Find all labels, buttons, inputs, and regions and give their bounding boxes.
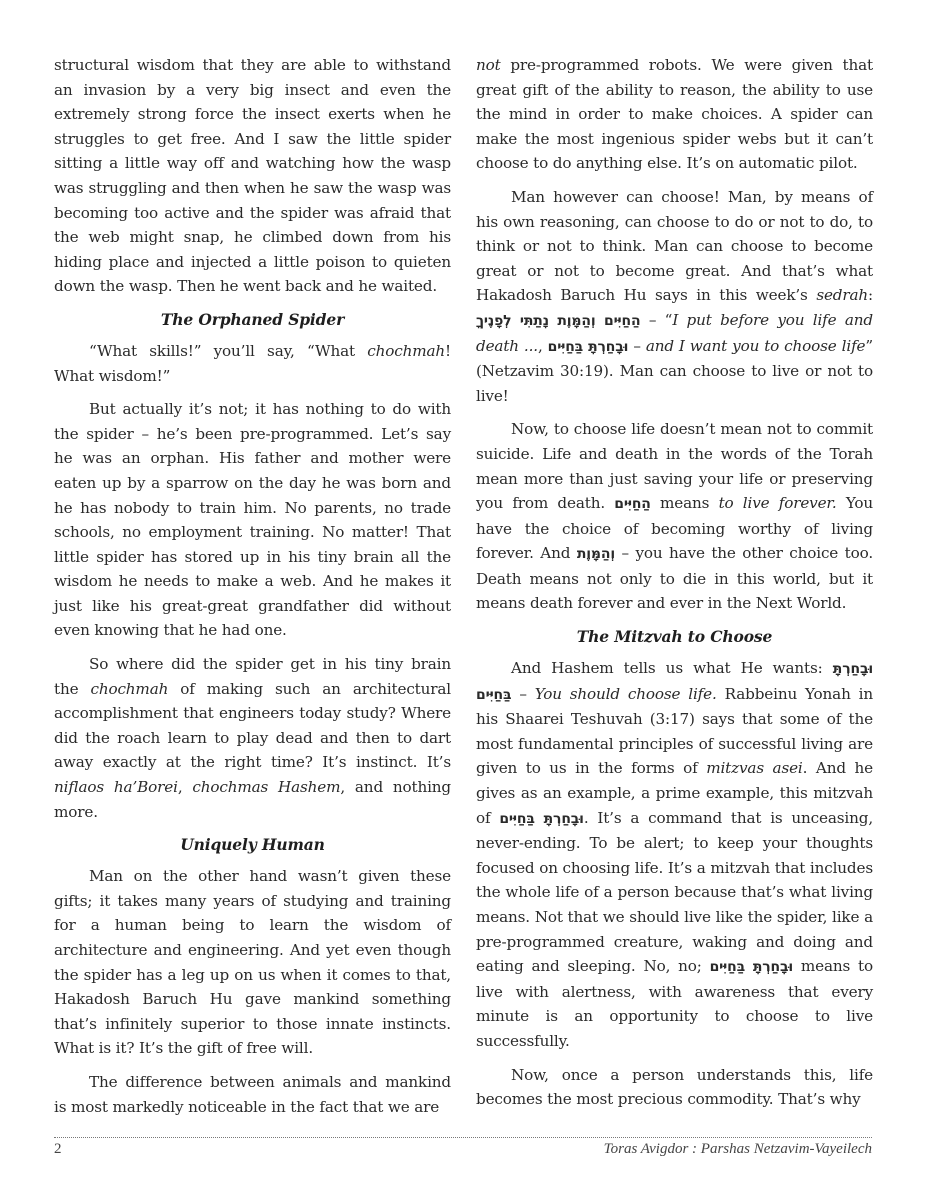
paragraph-text: . It’s a command that is unceasing, never-ending. To be alert; to keep your thoughts focused on choosing life. It’s a mitzvah that includes the whole life of a person because that’s what living means. Not that we should live like the spider, like a pre-programmed creature, waking and doing and eating and sleeping. No, no;	[476, 808, 874, 976]
paragraph-text: And Hashem tells us what He wants:	[511, 659, 833, 678]
paragraph-text: of making such an architectural accomplishment that engineers today study? Where did the roach learn to play dead and then to dart away exactly at the right time? It’s instinct. It’s	[54, 679, 451, 772]
section-heading: Uniquely Human	[180, 835, 325, 855]
italic-term: chochmas Hashem	[192, 778, 341, 797]
paragraph	[54, 1070, 451, 1119]
paragraph-text: So where did the spider get in his tiny brain the	[54, 655, 451, 698]
paragraph	[476, 53, 873, 176]
paragraph	[476, 656, 873, 1054]
paragraph-text: Rabbeinu Yonah in his Shaarei Teshuvah (3:17) says that some of the most fundamental principles of successful living are given to us in the forms of	[476, 684, 873, 778]
paragraph-text: You have the choice of becoming worthy of living forever. And	[476, 494, 873, 563]
page-footer	[54, 1141, 872, 1161]
running-title: Toras Avigdor : Parshas Netzavim-Vayeilech	[603, 1141, 872, 1157]
paragraph	[54, 864, 451, 1061]
paragraph-text: “What skills!” you’ll say, “What	[89, 341, 368, 360]
italic-term: niflaos ha’Borei	[54, 778, 178, 797]
paragraph-text: – “	[640, 310, 673, 329]
paragraph-text: ,	[537, 336, 548, 355]
italic-term: and I want you to choose life	[645, 336, 866, 355]
italic-term: You should choose life.	[534, 684, 717, 703]
paragraph-text: –	[628, 336, 646, 355]
page-number: 2	[54, 1141, 62, 1157]
hebrew-quote: וְהַמָּוֶת	[576, 546, 616, 563]
right-column	[476, 53, 873, 1121]
paragraph	[54, 339, 451, 388]
italic-term: sedrah	[816, 286, 869, 305]
hebrew-quote: וּבָחַרְתָּ בַּחַיִּים	[709, 959, 794, 976]
hebrew-quote: הַחַיִּים	[614, 496, 651, 513]
paragraph-text: :	[868, 286, 873, 305]
italic-term: I put before you life and death ...	[476, 310, 873, 355]
paragraph-text: means to live with alertness, with awareness that every minute is an opportunity to choose to live successfully.	[476, 957, 873, 1050]
paragraph-text: ! What wisdom!”	[54, 341, 451, 385]
paragraph	[476, 417, 873, 616]
paragraph-text: –	[511, 684, 535, 703]
paragraph	[54, 397, 451, 643]
italic-term: chochmah	[90, 679, 169, 698]
paragraph-text: . And he gives as an example, a prime example, this mitzvah of	[476, 759, 874, 827]
paragraph-text: Now, once a person understands this, life becomes the most precious commodity. That’s why	[476, 1065, 873, 1109]
paragraph-text: structural wisdom that they are able to withstand an invasion by a very big insect and even the extremely strong force the insect exerts when he struggles to get free. And I saw the little spider sitting a little way off and watching how the wasp was struggling and then when he saw the wasp was becoming too active and the spider was afraid that the web might snap, he climbed down from his hiding place and injected a little poison to quieten down the wasp. Then he went back and he waited.	[54, 56, 451, 296]
paragraph-text: Man on the other hand wasn’t given these gifts; it takes many years of studying and training for a human being to learn the wisdom of architecture and engineering. And yet even though the spider has a leg up on us when it comes to that, Hakadosh Baruch Hu gave mankind something that’s infinitely superior to those innate instincts. What is it? It’s the gift of free will.	[54, 867, 451, 1058]
paragraph-text: But actually it’s not; it has nothing to do with the spider – he’s been pre-programmed. Let’s say he was an orphan. His father and mother were eaten up by a sparrow on the day he was born and he has nobody to train him. No parents, no trade schools, no employment training. No matter! That little spider has stored up in his tiny brain all the wisdom he needs to make a web. And he makes it just like his great-great grandfather did without even knowing that he had one.	[54, 400, 451, 640]
hebrew-quote: וּבָחַרְתָּ בַּחַיִּים	[547, 338, 629, 355]
paragraph-text: pre-programmed robots. We were given that great gift of the ability to reason, the ability to use the mind in order to make choices. A spider can make the most ingenious spider webs but it can’t choose to do anything else. It’s on automatic pilot.	[476, 56, 873, 173]
section-heading: The Orphaned Spider	[160, 309, 345, 329]
paragraph	[54, 652, 451, 824]
italic-term: not	[476, 56, 501, 74]
hebrew-quote: וּבָחַרְתָּ בַּחַיִּים	[476, 661, 873, 703]
italic-term: to live forever.	[718, 494, 837, 513]
paragraph	[476, 185, 873, 408]
section-heading: The Mitzvah to Choose	[576, 627, 773, 647]
hebrew-quote: וּבָחַרְתָּ בַּחַיִּים	[499, 810, 584, 827]
paragraph-text: Man however can choose! Man, by means of his own reasoning, can choose to do or not to do, to think or not to think. Man can choose to become great or not to become great. And that’s what Hakadosh Baruch Hu says in this week’s	[476, 187, 873, 305]
paragraph-text: Now, to choose life doesn’t mean not to commit suicide. Life and death in the words of the Torah mean more than just saving your life or preserving you from death.	[476, 420, 873, 513]
hebrew-quote: הַחַיִּים וְהַמָּוֶת נָתַתִּי לְפָנֶיךָ	[476, 312, 641, 329]
paragraph	[54, 53, 451, 299]
paragraph-text: , and nothing more.	[54, 778, 451, 821]
italic-term: mitzvas asei	[706, 759, 803, 778]
paragraph-text: – you have the other choice too. Death means not only to die in this world, but it means death forever and ever in the Next World.	[476, 544, 873, 613]
italic-term: chochmah	[367, 341, 446, 360]
paragraph-text: ,	[177, 778, 193, 797]
paragraph-text: ” (Netzavim 30:19). Man can choose to live or not to live!	[476, 336, 874, 405]
footer-divider	[54, 1137, 872, 1138]
left-column	[54, 53, 451, 1128]
paragraph-text: The difference between animals and mankind is most markedly noticeable in the fact that we are	[54, 1072, 451, 1116]
paragraph-text: means	[650, 494, 719, 513]
paragraph	[476, 1063, 873, 1112]
